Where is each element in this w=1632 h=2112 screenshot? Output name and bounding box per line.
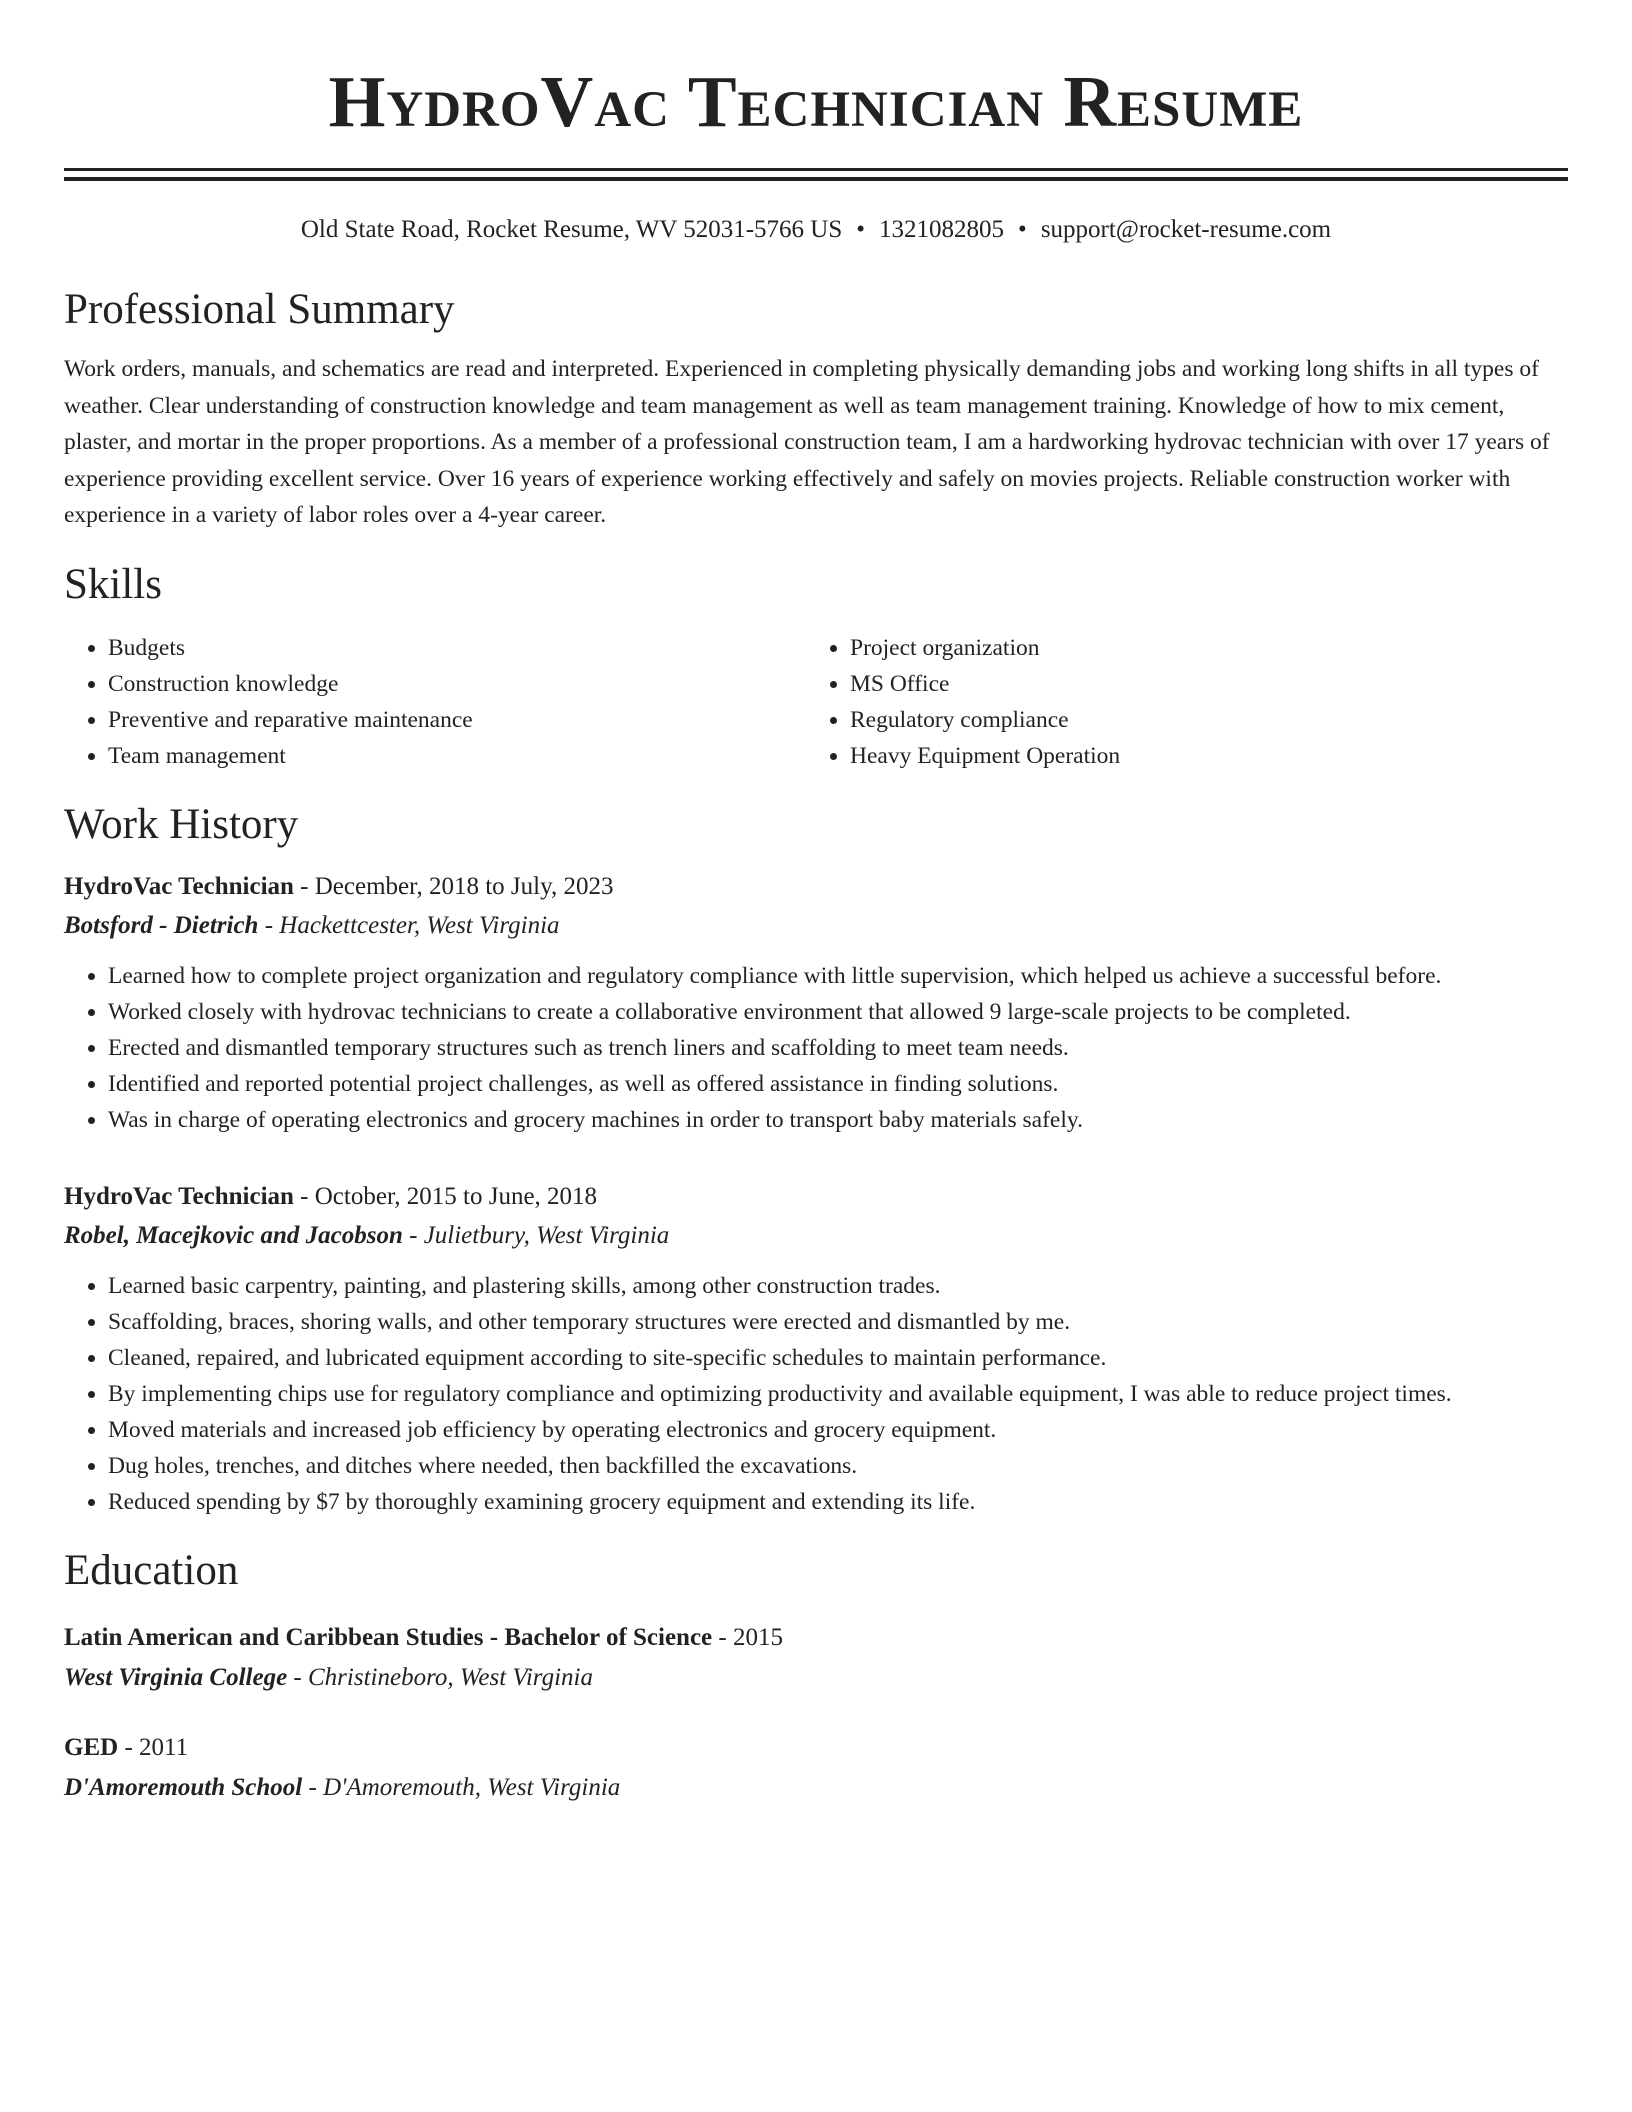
job-company: Botsford - Dietrich xyxy=(64,911,259,939)
job-bullet: • Moved materials and increased job efficiency by operating electronics and grocery equipment. xyxy=(108,1412,1568,1448)
title-rule-top xyxy=(64,168,1568,171)
job-header xyxy=(64,868,1568,906)
job-dates: December, 2018 to July, 2023 xyxy=(314,872,614,900)
job-bullet: • Learned basic carpentry, painting, and plastering skills, among other construction trades. xyxy=(108,1268,1568,1304)
education-header xyxy=(64,1618,1568,1658)
job-role: HydroVac Technician xyxy=(64,872,294,900)
job-bullet: • Identified and reported potential project challenges, as well as offered assistance in finding solutions. xyxy=(108,1066,1568,1102)
job-bullets xyxy=(64,958,1568,1138)
skill-item: • Budgets xyxy=(108,630,806,666)
skill-item: • MS Office xyxy=(850,666,1548,702)
job-company: Robel, Macejkovic and Jacobson xyxy=(64,1221,403,1249)
skills-heading: Skills xyxy=(64,560,162,608)
job-company-line xyxy=(64,1216,1568,1256)
work-history-heading: Work History xyxy=(64,800,299,848)
contact-address: Old State Road, Rocket Resume, WV 52031-5766 US xyxy=(300,216,843,243)
skill-item: • Preventive and reparative maintenance xyxy=(108,702,806,738)
contact-email: support@rocket-resume.com xyxy=(1040,216,1332,243)
education-heading: Education xyxy=(64,1546,239,1594)
skills-grid xyxy=(64,630,1568,774)
job-bullet: • Cleaned, repaired, and lubricated equipment according to site-specific schedules to maintain performance. xyxy=(108,1340,1568,1376)
skill-item: • Regulatory compliance xyxy=(850,702,1548,738)
job-role: HydroVac Technician xyxy=(64,1182,294,1210)
skills-column-right xyxy=(806,630,1548,774)
job-bullet: • Scaffolding, braces, shoring walls, and other temporary structures were erected and dismantled by me. xyxy=(108,1304,1568,1340)
education-school: West Virginia College xyxy=(64,1663,288,1691)
job-bullet: • Dug holes, trenches, and ditches where needed, then backfilled the excavations. xyxy=(108,1448,1568,1484)
job-bullet: • Was in charge of operating electronics and grocery machines in order to transport baby materials safely. xyxy=(108,1102,1568,1138)
job-bullet: • Reduced spending by $7 by thoroughly examining grocery equipment and extending its life. xyxy=(108,1484,1568,1520)
skill-item: • Heavy Equipment Operation xyxy=(850,738,1548,774)
education-location: D'Amoremouth, West Virginia xyxy=(323,1773,621,1801)
summary-heading: Professional Summary xyxy=(64,286,455,333)
contact-phone: 1321082805 xyxy=(879,216,1005,243)
education-school-line xyxy=(64,1768,1568,1808)
job-dates: October, 2015 to June, 2018 xyxy=(314,1182,598,1210)
education-entry xyxy=(64,1618,1568,1698)
job-location: Hackettcester, West Virginia xyxy=(279,911,560,939)
education-degree: Latin American and Caribbean Studies - Bachelor of Science xyxy=(64,1623,713,1651)
resume-title: HydroVac Technician Resume xyxy=(328,61,1304,142)
job-bullet: • By implementing chips use for regulatory compliance and optimizing productivity and available equipment, I was able to reduce project times. xyxy=(108,1376,1568,1412)
education-dash: - xyxy=(287,1663,308,1691)
contact-separator: • xyxy=(1018,216,1027,243)
education-school: D'Amoremouth School xyxy=(64,1773,303,1801)
job-bullet: • Worked closely with hydrovac technicians to create a collaborative environment that allowed 9 large-scale projects to be completed. xyxy=(108,994,1568,1030)
education-year: 2015 xyxy=(733,1623,783,1651)
job-dash: - xyxy=(293,1182,315,1210)
title-rule-bottom xyxy=(64,177,1568,181)
job-dash: - xyxy=(402,1221,424,1249)
job-bullets xyxy=(64,1268,1568,1520)
education-dash: - xyxy=(302,1773,324,1801)
job-dash: - xyxy=(258,911,280,939)
education-entry xyxy=(64,1728,1568,1808)
job-entry xyxy=(64,868,1568,1138)
education-school-line xyxy=(64,1658,1568,1698)
job-header xyxy=(64,1178,1568,1216)
education-location: Christineboro, West Virginia xyxy=(308,1663,593,1691)
skill-item: • Team management xyxy=(108,738,806,774)
skill-item: • Construction knowledge xyxy=(108,666,806,702)
summary-text: Work orders, manuals, and schematics are read and interpreted. Experienced in completing physically demanding jobs and working long shifts in all types of weather. Clear understanding of construction knowledge and team management as well as team management training. Knowledge of how to mix cement, plaster, and mortar in the proper proportions. As a member of a professional construction team, I am a hardworking hydrovac technician with over 17 years of experience providing excellent service. Over 16 years of experience working effectively and safely on movies projects. Reliable construction worker with experience in a variety of labor roles over a 4-year career. xyxy=(64,356,1550,528)
job-bullet: • Learned how to complete project organization and regulatory compliance with little supervision, which helped us achieve a successful before. xyxy=(108,958,1568,994)
job-location: Julietbury, West Virginia xyxy=(423,1221,670,1249)
education-dash: - xyxy=(712,1623,733,1651)
education-header xyxy=(64,1728,1568,1768)
skill-item: • Project organization xyxy=(850,630,1548,666)
contact-line xyxy=(64,215,1568,245)
contact-separator: • xyxy=(856,216,866,243)
education-year: 2011 xyxy=(139,1733,189,1761)
job-bullet: • Erected and dismantled temporary structures such as trench liners and scaffolding to meet team needs. xyxy=(108,1030,1568,1066)
skills-column-left xyxy=(64,630,806,774)
job-entry xyxy=(64,1178,1568,1520)
job-dash: - xyxy=(293,872,315,900)
job-company-line xyxy=(64,906,1568,946)
education-degree: GED xyxy=(64,1733,119,1761)
education-dash: - xyxy=(118,1733,140,1761)
